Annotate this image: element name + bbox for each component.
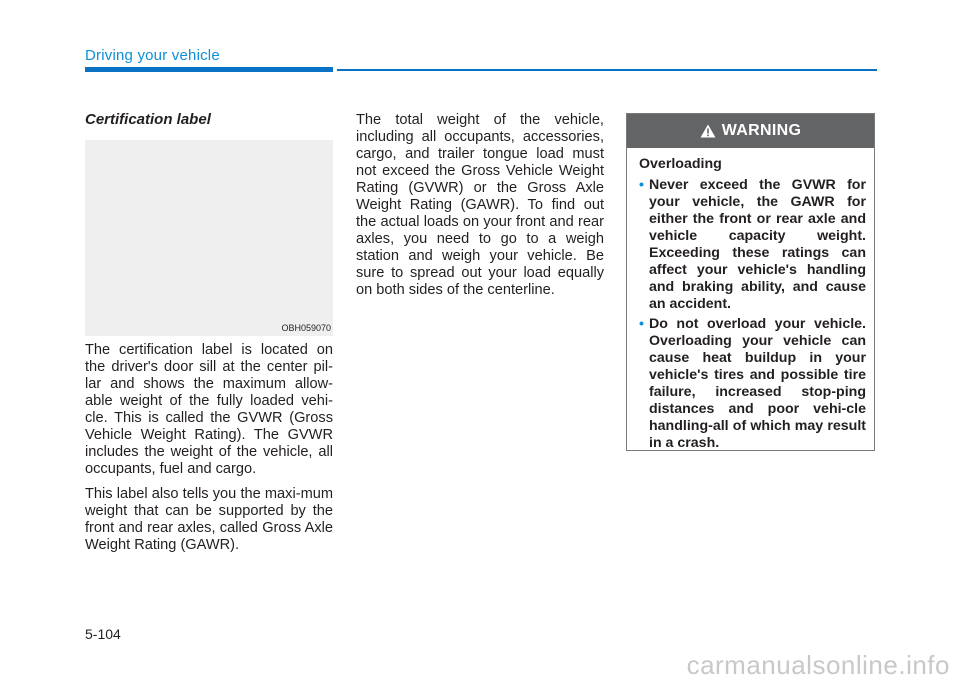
middle-column-text — [356, 112, 604, 307]
warning-box — [626, 113, 875, 451]
subheading-certification-label: Certification label — [85, 111, 211, 128]
figure-code: OBH059070 — [281, 323, 331, 333]
warning-triangle-icon — [700, 124, 716, 138]
warning-label: WARNING — [721, 122, 802, 139]
warning-item-text: Do not overload your vehicle. Overloading your vehicle can cause heat buildup in your vehicle's tires and possible tire failure, increased stop-ping distances and poor vehi-cle handling-all of which may result in a crash. — [649, 316, 866, 451]
bullet-icon: • — [639, 316, 644, 332]
warning-body — [627, 148, 874, 452]
paragraph: The total weight of the vehicle, including all occupants, accessories, cargo, and trailer tongue load must not exceed the Gross Vehicle Weight Rating (GVWR) or the Gross Axle Weight Rating (GAWR). To find out the actual loads on your front and rear axles, you need to go to a weigh station and weigh your vehicle. Be sure to spread out your load equally on both sides of the centerline. — [356, 112, 604, 298]
paragraph: The certification label is located on the driver's door sill at the center pil-lar and shows the maximum allow-able weight of the fully loaded vehi-cle. This is called the GVWR (Gross Vehicle Weight Rating). The GVWR includes the weight of the vehicle, all occupants, fuel and cargo. — [85, 342, 333, 477]
warning-item-text: Never exceed the GVWR for your vehicle, the GAWR for either the front or rear axle and vehicle capacity weight. Exceeding these ratings can affect your vehicle's handling and braking ability, and cause an accident. — [649, 177, 866, 312]
section-title: Driving your vehicle — [85, 47, 220, 64]
paragraph: This label also tells you the maxi-mum weight that can be supported by the front and rear axles, called Gross Axle Weight Rating (GAWR). — [85, 486, 333, 553]
warning-topic: Overloading — [639, 156, 722, 172]
page-number: 5-104 — [85, 626, 121, 642]
list-item — [639, 177, 866, 313]
watermark: carmanualsonline.info — [686, 650, 950, 680]
header-rule-thin — [337, 69, 877, 71]
left-column-text — [85, 342, 333, 562]
warning-header — [627, 114, 874, 148]
bullet-icon: • — [639, 177, 644, 193]
certification-label-figure — [85, 140, 333, 336]
header-rule-thick — [85, 67, 333, 72]
list-item — [639, 316, 866, 452]
warning-list — [639, 177, 866, 452]
